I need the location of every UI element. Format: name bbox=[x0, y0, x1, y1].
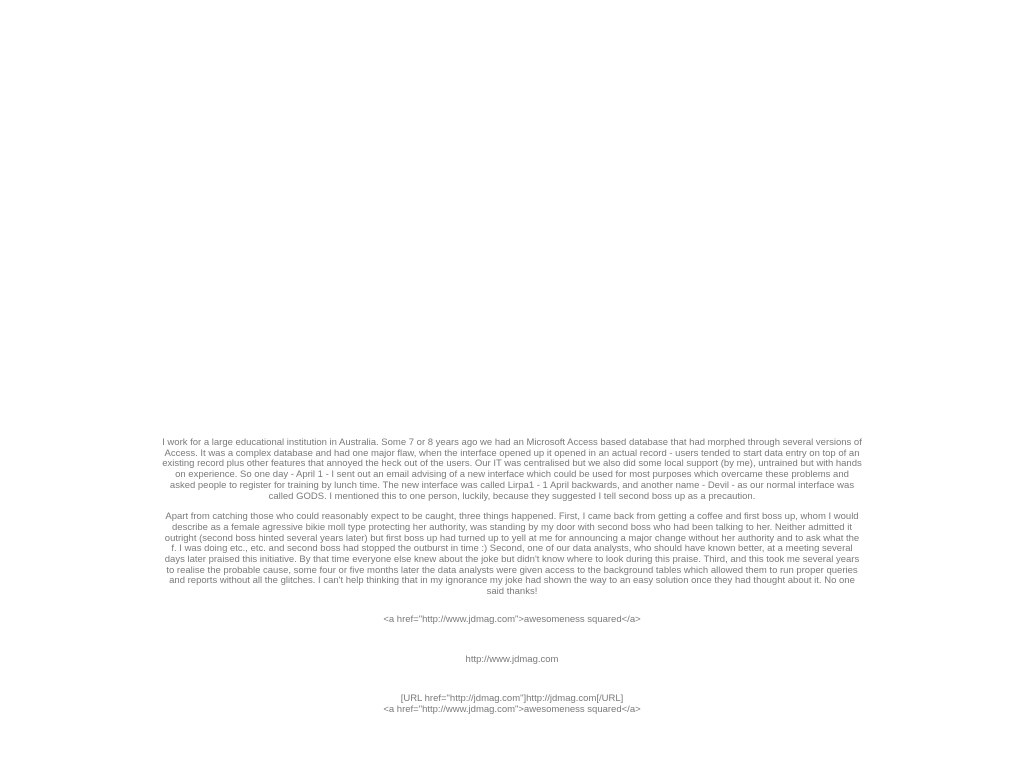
bbcode-link-snippet: [URL href="http://jdmag.com"]http://jdmag.com[/URL] bbox=[400, 693, 624, 705]
story-paragraph-1: I work for a large educational institution in Australia. Some 7 or 8 years ago we had an Microsoft Access based database that had morphed through several versions of Access. It was a complex database and had one major flaw, when the interface opened up it opened in an actual record - users tended to start data entry on top of an existing record plus other features that annoyed the heck out of the users. Our IT was centralised but we also did some local support (by me), untrained but with hands on experience. So one day - April 1 - I sent out an email advising of a new interface which could be used for most purposes which overcame these problems and asked people to register for training by lunch time. The new interface was called Lirpa1 - 1 April backwards, and another name - Devil - as our normal interface was called GODS. I mentioned this to one person, luckily, because they suggested I tell second boss up as a precaution. bbox=[162, 437, 862, 502]
story-paragraph-2: Apart from catching those who could reasonably expect to be caught, three things happened. First, I came back from getting a coffee and first boss up, whom I would describe as a female agressive bikie moll type protecting her authority, was standing by my door with second boss who had been talking to her. Neither admitted it outright (second boss hinted several years later) but first boss up had turned up to yell at me for announcing a major change without her authority and to ask what the f. I was doing etc., etc. and second boss had stopped the outburst in time :) Second, one of our data analysts, who should have known better, at a meeting several days later praised this initiative. By that time everyone else knew about the joke but didn't know where to look during this praise. Third, and this took me several years to realise the probable cause, some four or five months later the data analysts were given access to the background tables which allowed them to run proper queries and reports without all the glitches. I can't help thinking that in my ignorance my joke had shown the way to an easy solution once they had thought about it. No one said thanks! bbox=[164, 511, 860, 598]
html-link-snippet-2: <a href="http://www.jdmag.com">awesomeness squared</a> bbox=[383, 703, 641, 715]
plain-url-link[interactable]: http://www.jdmag.com bbox=[465, 653, 559, 665]
article-body bbox=[162, 438, 862, 716]
html-link-snippet-1: <a href="http://www.jdmag.com">awesomeness squared</a> bbox=[383, 613, 641, 625]
